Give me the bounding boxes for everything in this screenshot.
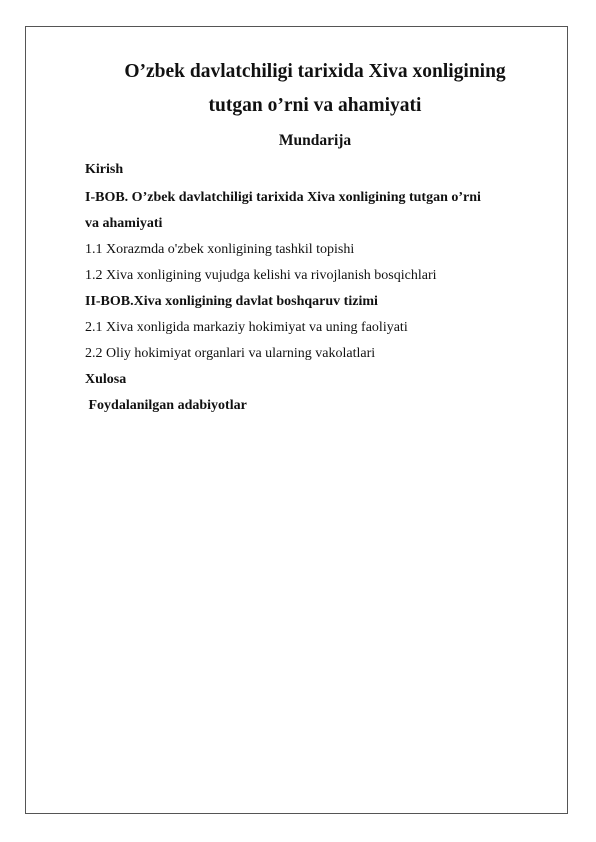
document-title-line-2: tutgan o’rni va ahamiyati <box>208 95 422 116</box>
toc-item-chapter-1-continued: va ahamiyati <box>85 216 163 231</box>
toc-item-section-1-2: 1.2 Xiva xonligining vujudga kelishi va rivojlanish bosqichlari <box>85 268 437 283</box>
toc-item-conclusion: Xulosa <box>85 372 127 387</box>
toc-item-references: Foydalanilgan adabiyotlar <box>85 398 247 413</box>
document-title-line-1: O’zbek davlatchiligi tarixida Xiva xonligining <box>124 61 506 82</box>
toc-item-section-1-1: 1.1 Xorazmda o'zbek xonligining tashkil topishi <box>85 242 355 257</box>
toc-item-introduction: Kirish <box>85 162 124 177</box>
contents-heading: Mundarija <box>278 132 352 149</box>
toc-item-section-2-2: 2.2 Oliy hokimiyat organlari va ularning vakolatlari <box>85 346 376 361</box>
toc-item-section-2-1: 2.1 Xiva xonligida markaziy hokimiyat va uning faoliyati <box>85 320 408 335</box>
toc-item-chapter-2: II-BOB.Xiva xonligining davlat boshqaruv tizimi <box>85 294 378 309</box>
toc-item-chapter-1: I-BOB. O’zbek davlatchiligi tarixida Xiva xonligining tutgan o’rni <box>85 190 481 205</box>
